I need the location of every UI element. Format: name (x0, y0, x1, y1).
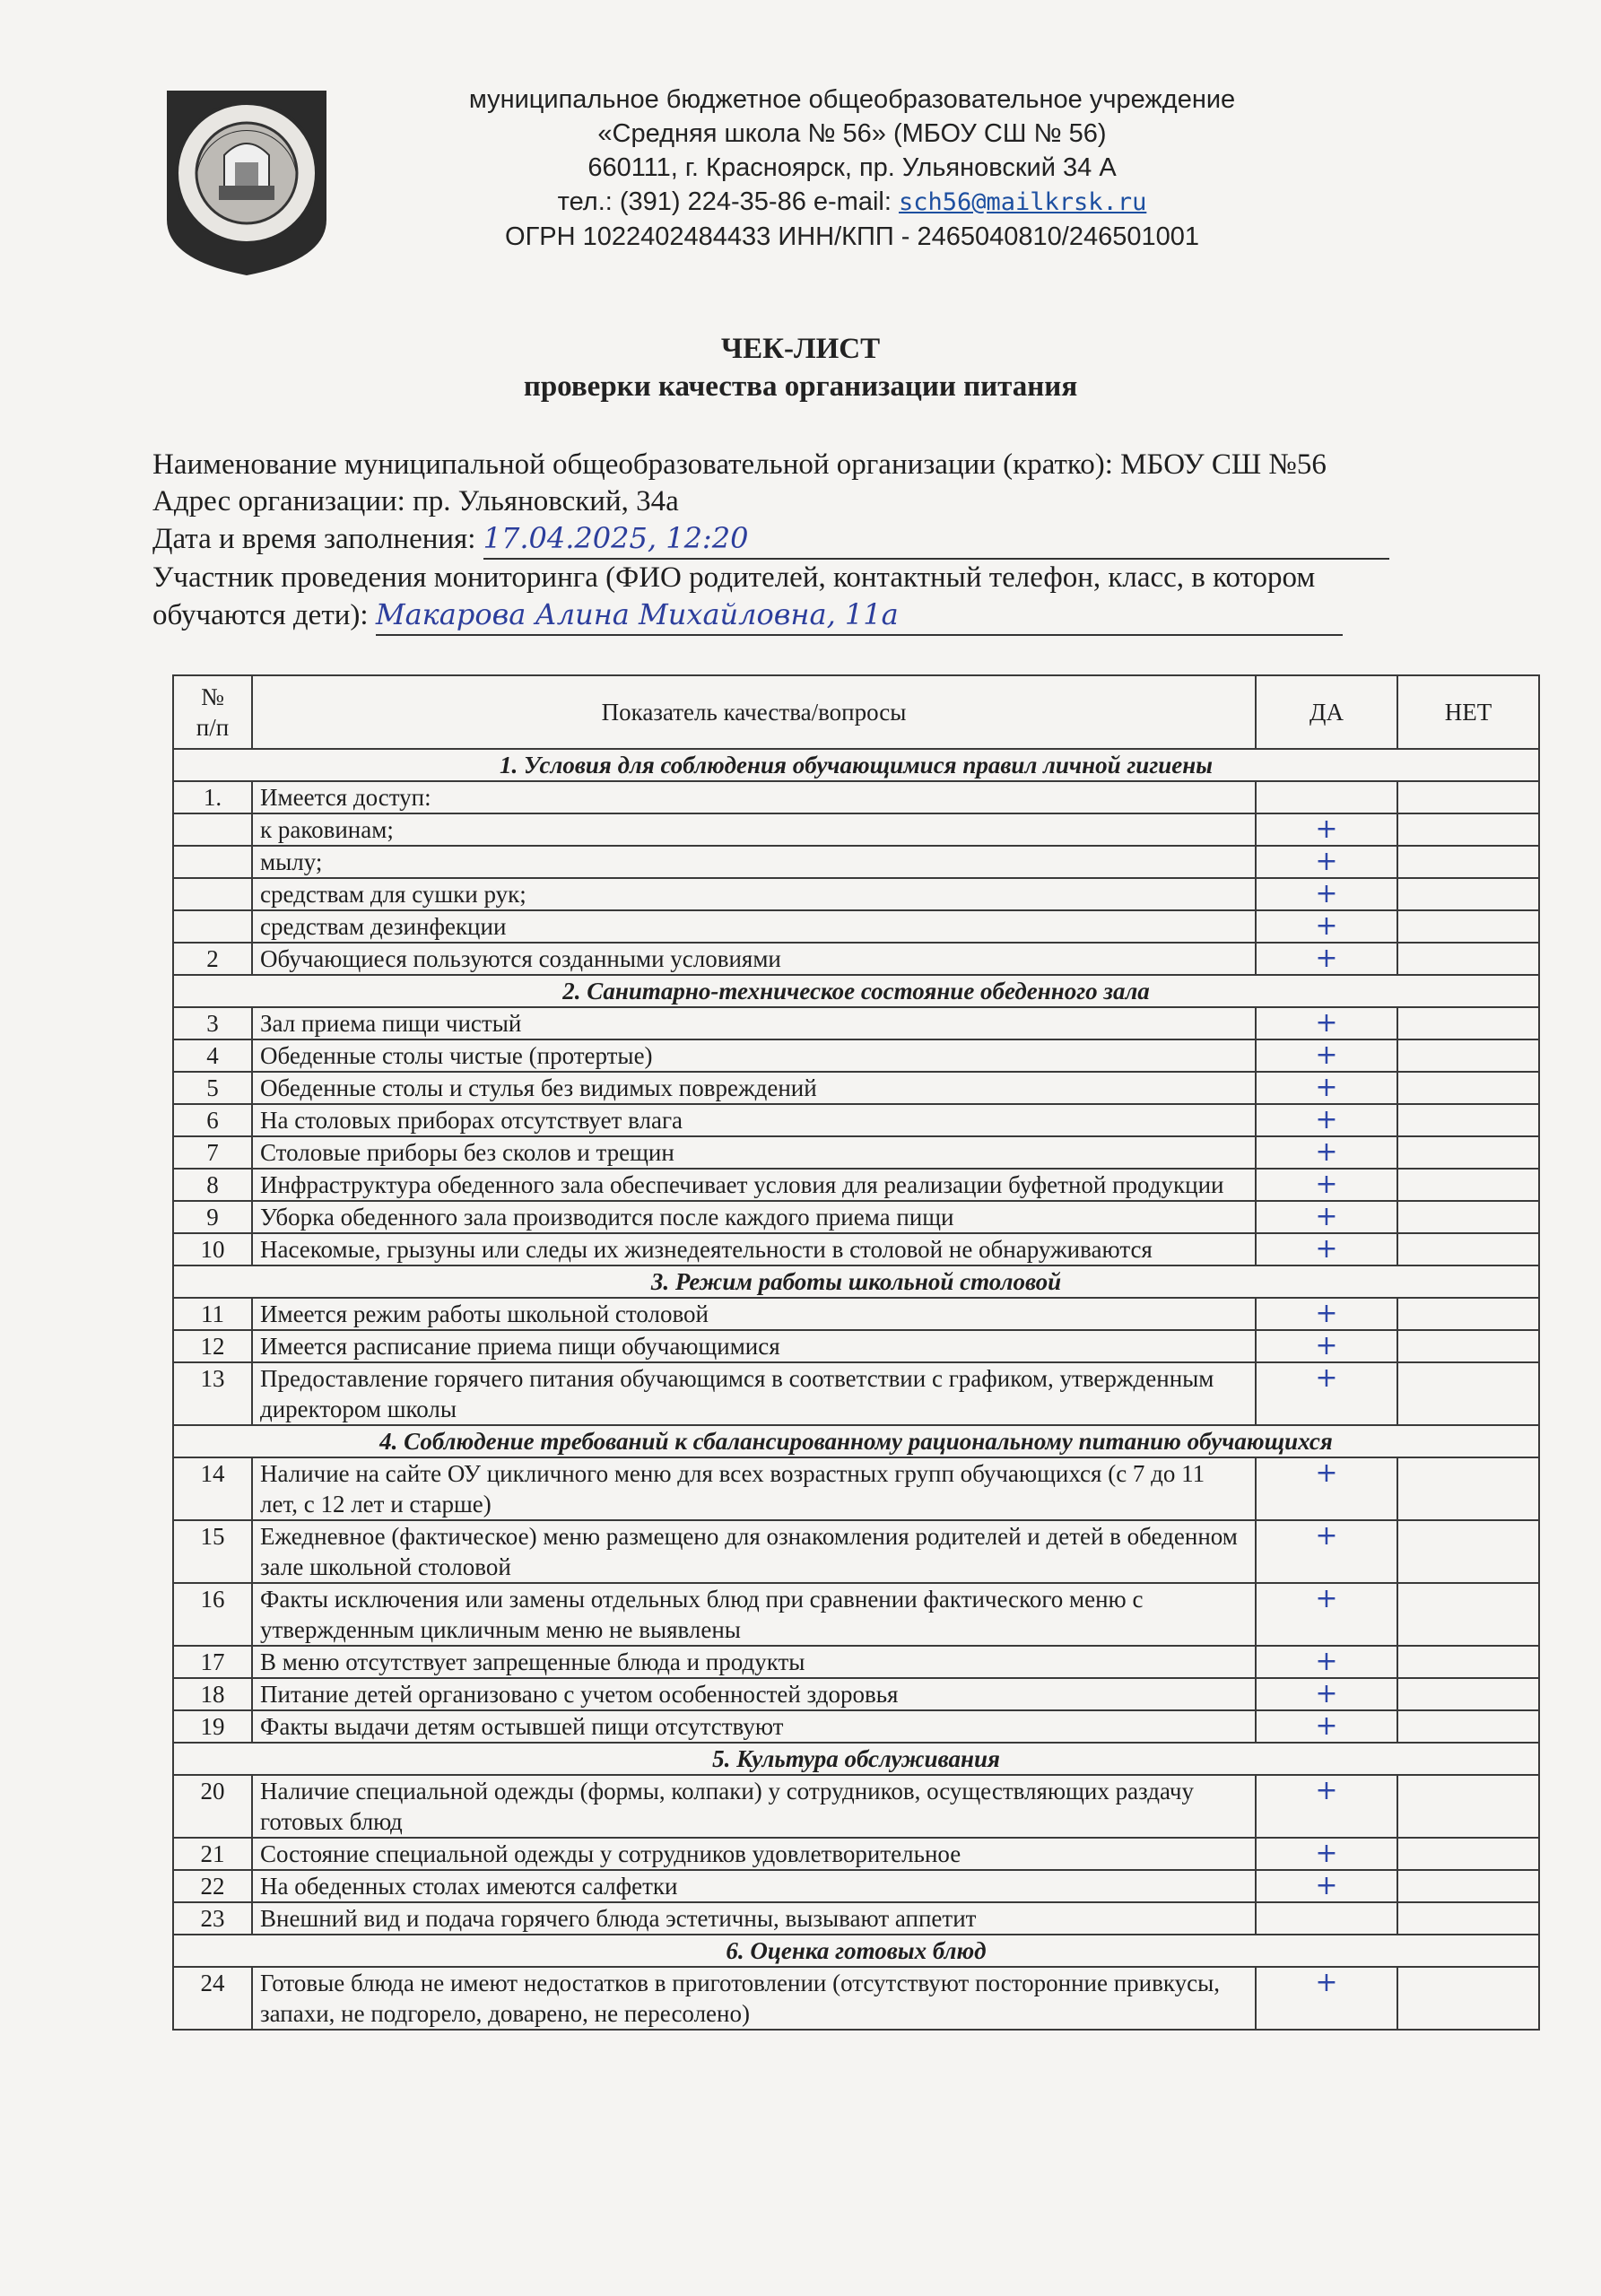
row-question: На обеденных столах имеются салфетки (252, 1870, 1256, 1902)
row-question: Наличие специальной одежды (формы, колпаки) у сотрудников, осуществляющих раздачу готовых блюд (252, 1775, 1256, 1838)
table-row (173, 1967, 1539, 2030)
row-question: Имеется расписание приема пищи обучающимися (252, 1330, 1256, 1362)
yes-cell[interactable]: + (1256, 1967, 1397, 2030)
participant-row (152, 596, 1480, 636)
section-title: 3. Режим работы школьной столовой (173, 1265, 1539, 1298)
table-row (173, 1520, 1539, 1583)
no-cell[interactable] (1397, 1136, 1539, 1169)
org-address: Адрес организации: пр. Ульяновский, 34а (152, 485, 679, 517)
row-question: Уборка обеденного зала производится после каждого приема пищи (252, 1201, 1256, 1233)
yes-cell[interactable]: + (1256, 1072, 1397, 1104)
section-header-row (173, 1743, 1539, 1775)
row-question: Факты выдачи детям остывшей пищи отсутствуют (252, 1710, 1256, 1743)
school-header (395, 83, 1310, 254)
table-row (173, 781, 1539, 813)
row-number: 5 (173, 1072, 252, 1104)
row-number: 4 (173, 1039, 252, 1072)
no-cell[interactable] (1397, 1902, 1539, 1935)
no-cell[interactable] (1397, 910, 1539, 943)
datetime-field[interactable] (483, 520, 1389, 560)
col-header-num: № п/п (173, 675, 252, 749)
row-question: мылу; (252, 846, 1256, 878)
no-cell[interactable] (1397, 1362, 1539, 1425)
table-row (173, 1678, 1539, 1710)
row-question: средствам дезинфекции (252, 910, 1256, 943)
yes-cell[interactable]: + (1256, 1039, 1397, 1072)
yes-cell[interactable]: + (1256, 1457, 1397, 1520)
yes-cell[interactable]: + (1256, 1104, 1397, 1136)
table-body (173, 749, 1539, 2030)
table-row (173, 1072, 1539, 1104)
datetime-value: 17.04.2025, 12:20 (483, 521, 749, 555)
row-number: 11 (173, 1298, 252, 1330)
no-cell[interactable] (1397, 878, 1539, 910)
header-line-2: «Средняя школа № 56» (МБОУ СШ № 56) (597, 119, 1107, 148)
yes-cell[interactable]: + (1256, 878, 1397, 910)
row-question: Готовые блюда не имеют недостатков в приготовлении (отсутствуют посторонние привкусы, запахи, не подгорело, доварено, не пересолено) (252, 1967, 1256, 2030)
row-number: 15 (173, 1520, 252, 1583)
col-header-yes: ДА (1256, 675, 1397, 749)
yes-cell[interactable]: + (1256, 1007, 1397, 1039)
row-number (173, 846, 252, 878)
table-row (173, 1201, 1539, 1233)
no-cell[interactable] (1397, 1838, 1539, 1870)
yes-cell[interactable]: + (1256, 1298, 1397, 1330)
no-cell[interactable] (1397, 943, 1539, 975)
section-header-row (173, 1935, 1539, 1967)
table-row (173, 1362, 1539, 1425)
row-number: 19 (173, 1710, 252, 1743)
row-question: Состояние специальной одежды у сотрудников удовлетворительное (252, 1838, 1256, 1870)
no-cell[interactable] (1397, 1330, 1539, 1362)
table-row (173, 1233, 1539, 1265)
section-header-row (173, 1425, 1539, 1457)
row-question: В меню отсутствует запрещенные блюда и продукты (252, 1646, 1256, 1678)
col-header-question: Показатель качества/вопросы (252, 675, 1256, 749)
row-question: Инфраструктура обеденного зала обеспечивает условия для реализации буфетной продукции (252, 1169, 1256, 1201)
header-line-3: 660111, г. Красноярск, пр. Ульяновский 34 А (587, 153, 1117, 182)
header-line-1: муниципальное бюджетное общеобразовательное учреждение (468, 85, 1236, 114)
no-cell[interactable] (1397, 781, 1539, 813)
section-header-row (173, 749, 1539, 781)
yes-cell[interactable]: + (1256, 1838, 1397, 1870)
section-title: 1. Условия для соблюдения обучающимися правил личной гигиены (173, 749, 1539, 781)
row-question: Внешний вид и подача горячего блюда эстетичны, вызывают аппетит (252, 1902, 1256, 1935)
no-cell[interactable] (1397, 1520, 1539, 1583)
document-title-block (0, 330, 1601, 405)
no-cell[interactable] (1397, 813, 1539, 846)
row-number: 7 (173, 1136, 252, 1169)
row-question: Ежедневное (фактическое) меню размещено для ознакомления родителей и детей в обеденном зале школьной столовой (252, 1520, 1256, 1583)
row-number (173, 813, 252, 846)
no-cell[interactable] (1397, 1646, 1539, 1678)
participant-label-2: обучаются дети): (152, 599, 369, 631)
yes-cell[interactable]: + (1256, 1520, 1397, 1583)
row-question: Питание детей организовано с учетом особенностей здоровья (252, 1678, 1256, 1710)
row-question: Зал приема пищи чистый (252, 1007, 1256, 1039)
datetime-row (152, 520, 1480, 560)
no-cell[interactable] (1397, 1104, 1539, 1136)
section-title: 5. Культура обслуживания (173, 1743, 1539, 1775)
col-header-no: НЕТ (1397, 675, 1539, 749)
table-row (173, 1457, 1539, 1520)
header-ogrn: ОГРН 1022402484433 ИНН/КПП - 2465040810/246501001 (505, 222, 1199, 251)
no-cell[interactable] (1397, 1298, 1539, 1330)
table-row (173, 1838, 1539, 1870)
section-title: 6. Оценка готовых блюд (173, 1935, 1539, 1967)
yes-cell[interactable] (1256, 781, 1397, 813)
no-cell[interactable] (1397, 1678, 1539, 1710)
yes-cell[interactable]: + (1256, 1136, 1397, 1169)
no-cell[interactable] (1397, 1072, 1539, 1104)
row-number: 16 (173, 1583, 252, 1646)
no-cell[interactable] (1397, 1007, 1539, 1039)
row-question: Обеденные столы чистые (протертые) (252, 1039, 1256, 1072)
row-number: 21 (173, 1838, 252, 1870)
row-number: 12 (173, 1330, 252, 1362)
yes-cell[interactable]: + (1256, 1233, 1397, 1265)
participant-field[interactable] (376, 596, 1343, 636)
yes-cell[interactable]: + (1256, 1169, 1397, 1201)
datetime-label: Дата и время заполнения: (152, 523, 476, 555)
yes-cell[interactable]: + (1256, 1362, 1397, 1425)
row-number: 18 (173, 1678, 252, 1710)
table-row (173, 1136, 1539, 1169)
section-header-row (173, 1265, 1539, 1298)
table-row (173, 1169, 1539, 1201)
no-cell[interactable] (1397, 1870, 1539, 1902)
table-row (173, 1870, 1539, 1902)
no-cell[interactable] (1397, 1967, 1539, 2030)
org-name: Наименование муниципальной общеобразовательной организации (кратко): МБОУ СШ №56 (152, 448, 1327, 481)
header-phone: тел.: (391) 224-35-86 e-mail: (557, 187, 899, 216)
row-question: Имеется доступ: (252, 781, 1256, 813)
row-question: средствам для сушки рук; (252, 878, 1256, 910)
row-number: 24 (173, 1967, 252, 2030)
table-row (173, 813, 1539, 846)
table-row (173, 910, 1539, 943)
table-row (173, 846, 1539, 878)
row-number: 3 (173, 1007, 252, 1039)
section-header-row (173, 975, 1539, 1007)
table-row (173, 1039, 1539, 1072)
participant-label-1: Участник проведения мониторинга (ФИО родителей, контактный телефон, класс, в котором (152, 561, 1316, 594)
no-cell[interactable] (1397, 1775, 1539, 1838)
table-row (173, 1902, 1539, 1935)
row-number: 13 (173, 1362, 252, 1425)
yes-cell[interactable]: + (1256, 1330, 1397, 1362)
row-question: Столовые приборы без сколов и трещин (252, 1136, 1256, 1169)
row-number: 2 (173, 943, 252, 975)
row-question: Имеется режим работы школьной столовой (252, 1298, 1256, 1330)
table-row (173, 1330, 1539, 1362)
yes-cell[interactable]: + (1256, 1201, 1397, 1233)
header-email-link[interactable]: sch56@mailkrsk.ru (898, 188, 1147, 216)
yes-cell[interactable]: + (1256, 1646, 1397, 1678)
document-title: ЧЕК-ЛИСТ (720, 333, 881, 365)
yes-cell[interactable]: + (1256, 813, 1397, 846)
row-question: Обучающиеся пользуются созданными условиями (252, 943, 1256, 975)
yes-cell[interactable]: + (1256, 1710, 1397, 1743)
row-number: 10 (173, 1233, 252, 1265)
table-row (173, 1007, 1539, 1039)
row-number: 8 (173, 1169, 252, 1201)
row-question: к раковинам; (252, 813, 1256, 846)
row-question: На столовых приборах отсутствует влага (252, 1104, 1256, 1136)
no-cell[interactable] (1397, 1457, 1539, 1520)
yes-cell[interactable]: + (1256, 1870, 1397, 1902)
info-block (152, 447, 1480, 636)
section-title: 2. Санитарно-техническое состояние обеденного зала (173, 975, 1539, 1007)
table-header-row (173, 675, 1539, 749)
row-number: 20 (173, 1775, 252, 1838)
table-row (173, 1710, 1539, 1743)
row-question: Обеденные столы и стулья без видимых повреждений (252, 1072, 1256, 1104)
row-number (173, 910, 252, 943)
row-number: 9 (173, 1201, 252, 1233)
table-row (173, 1646, 1539, 1678)
table-row (173, 943, 1539, 975)
header-contacts (395, 185, 1310, 220)
no-cell[interactable] (1397, 846, 1539, 878)
yes-cell[interactable]: + (1256, 910, 1397, 943)
no-cell[interactable] (1397, 1201, 1539, 1233)
yes-cell[interactable]: + (1256, 846, 1397, 878)
table-row (173, 1104, 1539, 1136)
no-cell[interactable] (1397, 1169, 1539, 1201)
document-subtitle: проверки качества организации питания (523, 370, 1078, 403)
row-number: 17 (173, 1646, 252, 1678)
no-cell[interactable] (1397, 1583, 1539, 1646)
table-row (173, 878, 1539, 910)
no-cell[interactable] (1397, 1710, 1539, 1743)
checklist-table (172, 674, 1540, 2031)
yes-cell[interactable]: + (1256, 1583, 1397, 1646)
row-number: 22 (173, 1870, 252, 1902)
row-number (173, 878, 252, 910)
yes-cell[interactable]: + (1256, 1775, 1397, 1838)
row-number: 23 (173, 1902, 252, 1935)
row-question: Наличие на сайте ОУ цикличного меню для всех возрастных групп обучающихся (с 7 до 11 лет, с 12 лет и старше) (252, 1457, 1256, 1520)
row-number: 6 (173, 1104, 252, 1136)
row-number: 1. (173, 781, 252, 813)
row-number: 14 (173, 1457, 252, 1520)
yes-cell[interactable]: + (1256, 943, 1397, 975)
section-title: 4. Соблюдение требований к сбалансированному рациональному питанию обучающихся (173, 1425, 1539, 1457)
table-row (173, 1298, 1539, 1330)
yes-cell[interactable] (1256, 1902, 1397, 1935)
no-cell[interactable] (1397, 1233, 1539, 1265)
participant-value: Макарова Алина Михайловна, 11а (375, 597, 899, 631)
table-row (173, 1775, 1539, 1838)
row-question: Предоставление горячего питания обучающимся в соответствии с графиком, утвержденным директором школы (252, 1362, 1256, 1425)
row-question: Насекомые, грызуны или следы их жизнедеятельности в столовой не обнаруживаются (252, 1233, 1256, 1265)
school-emblem (161, 85, 332, 278)
yes-cell[interactable]: + (1256, 1678, 1397, 1710)
row-question: Факты исключения или замены отдельных блюд при сравнении фактического меню с утвержденным цикличным меню не выявлены (252, 1583, 1256, 1646)
table-row (173, 1583, 1539, 1646)
no-cell[interactable] (1397, 1039, 1539, 1072)
